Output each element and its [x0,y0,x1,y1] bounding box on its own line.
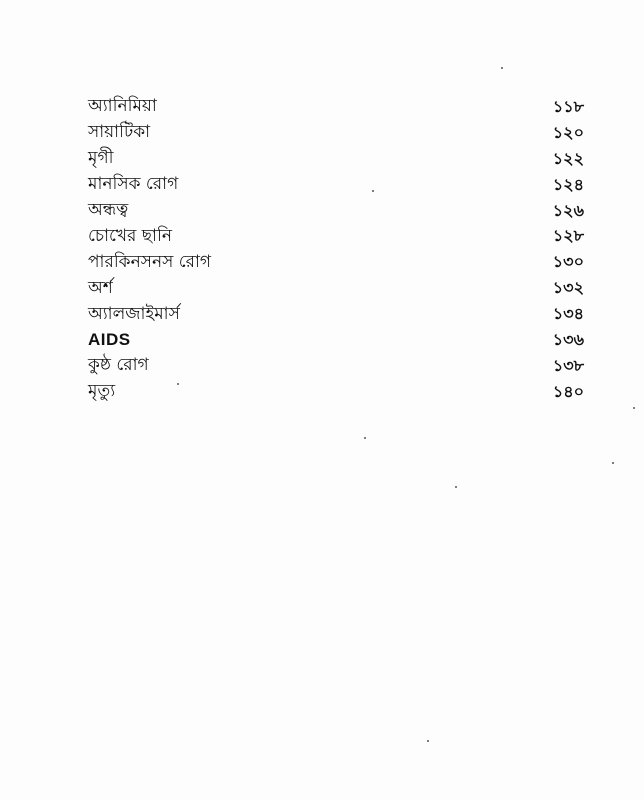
toc-entry-title: অর্শ [88,277,113,298]
toc-entry-sciatica [88,120,584,146]
toc-entry-alzheimers [88,301,584,327]
toc-entry-page-number: ১৪০ [552,381,584,401]
table-of-contents [88,94,584,405]
toc-entry-page-number: ১২৬ [552,200,584,220]
toc-entry-parkinsons [88,249,584,275]
toc-entry-page-number: ১৩৮ [552,355,584,375]
toc-entry-death [88,379,584,405]
toc-entry-aids [88,327,584,353]
toc-entry-title: মৃত্যু [88,381,116,402]
toc-entry-title: চোখের ছানি [88,225,172,246]
toc-entry-title: অ্যালজাইমার্স [88,303,180,324]
scan-speck [177,383,179,385]
scan-speck [427,740,429,742]
toc-entry-page-number: ১২৪ [552,174,584,194]
toc-entry-title: মানসিক রোগ [88,174,179,195]
toc-entry-leprosy [88,353,584,379]
toc-entry-page-number: ১৩০ [552,252,584,272]
toc-entry-page-number: ১৩৪ [552,304,584,324]
toc-entry-title: অন্ধত্ব [88,200,129,220]
scan-speck [455,486,457,488]
toc-entry-blindness [88,198,584,224]
scan-speck [501,67,503,69]
scan-speck [633,407,635,409]
toc-entry-cataract [88,223,584,249]
toc-entry-page-number: ১৩৬ [552,329,584,349]
toc-entry-title: অ্যানিমিয়া [88,96,157,117]
toc-entry-piles [88,275,584,301]
toc-entry-anemia [88,94,584,120]
scan-speck [364,437,366,439]
scan-speck [372,190,374,192]
toc-entry-page-number: ১১৮ [552,96,584,116]
toc-entry-page-number: ১৩২ [552,278,584,298]
toc-entry-title: পারকিনসনস রোগ [88,251,212,272]
toc-entry-title: মৃগী [88,148,114,169]
toc-entry-page-number: ১২২ [552,148,584,168]
scan-speck [612,462,614,464]
toc-entry-page-number: ১২৮ [552,226,584,246]
toc-entry-epilepsy [88,146,584,172]
toc-entry-title: কুষ্ঠ রোগ [88,355,149,376]
toc-entry-title: সায়াটিকা [88,122,151,143]
toc-entry-title: AIDS [88,330,131,350]
toc-entry-mental-illness [88,172,584,198]
toc-entry-page-number: ১২০ [552,122,584,142]
